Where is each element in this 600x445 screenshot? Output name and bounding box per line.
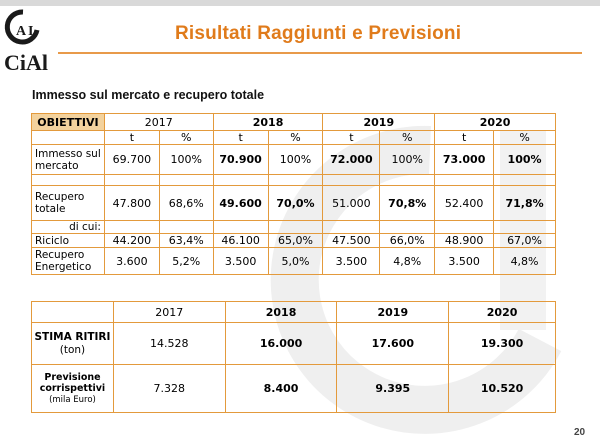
unit-t: t xyxy=(435,131,494,145)
row-label: di cui: xyxy=(32,221,105,234)
empty-cell xyxy=(32,302,114,323)
row-label: Recupero Energetico xyxy=(32,248,105,275)
value-cell: 3.500 xyxy=(213,248,268,275)
spacer-row xyxy=(32,175,556,186)
value-cell: 5,2% xyxy=(159,248,213,275)
value-cell: 65,0% xyxy=(268,234,323,248)
value-cell: 100% xyxy=(268,145,323,175)
value-cell: 49.600 xyxy=(213,186,268,221)
svg-text:CiAl: CiAl xyxy=(4,50,48,75)
table-row xyxy=(32,323,556,365)
section-subtitle: Immesso sul mercato e recupero totale xyxy=(32,88,265,102)
value-cell: 10.520 xyxy=(449,365,556,413)
unit-pct: % xyxy=(380,131,435,145)
value-cell: 46.100 xyxy=(213,234,268,248)
table-row xyxy=(32,248,556,275)
unit-pct: % xyxy=(159,131,213,145)
value-cell: 70,8% xyxy=(380,186,435,221)
value-cell: 3.500 xyxy=(323,248,380,275)
value-cell: 4,8% xyxy=(380,248,435,275)
page-number: 20 xyxy=(574,427,586,438)
header-year: 2020 xyxy=(449,302,556,323)
value-cell: 71,8% xyxy=(494,186,556,221)
stima-unit: (ton) xyxy=(59,343,86,356)
stima-label: STIMA RITIRI xyxy=(34,330,111,343)
header-objectives: OBIETTIVI xyxy=(32,114,105,131)
value-cell: 100% xyxy=(494,145,556,175)
unit-t: t xyxy=(213,131,268,145)
table-row xyxy=(32,145,556,175)
cial-logo-icon xyxy=(3,8,48,75)
unit-t: t xyxy=(323,131,380,145)
header-year: 2019 xyxy=(337,302,449,323)
value-cell: 70,0% xyxy=(268,186,323,221)
header-year: 2020 xyxy=(435,114,556,131)
header-year: 2017 xyxy=(104,114,213,131)
row-label: Recupero totale xyxy=(32,186,105,221)
page-title: Risultati Raggiunti e Previsioni xyxy=(175,23,462,44)
title-divider xyxy=(58,52,582,54)
value-cell: 8.400 xyxy=(225,365,337,413)
row-label xyxy=(32,323,114,365)
unit-t: t xyxy=(104,131,159,145)
header-year: 2017 xyxy=(113,302,225,323)
value-cell: 66,0% xyxy=(380,234,435,248)
row-label: Immesso sul mercato xyxy=(32,145,105,175)
table-row xyxy=(32,221,556,234)
forecast-table xyxy=(31,301,556,413)
header-year: 2018 xyxy=(225,302,337,323)
value-cell: 100% xyxy=(159,145,213,175)
value-cell: 73.000 xyxy=(435,145,494,175)
value-cell: 68,6% xyxy=(159,186,213,221)
top-bar xyxy=(0,0,600,6)
value-cell: 3.600 xyxy=(104,248,159,275)
table-row xyxy=(32,365,556,413)
value-cell: 69.700 xyxy=(104,145,159,175)
unit-pct: % xyxy=(494,131,556,145)
value-cell: 63,4% xyxy=(159,234,213,248)
value-cell: 100% xyxy=(380,145,435,175)
svg-text:I: I xyxy=(28,24,34,39)
value-cell: 47.800 xyxy=(104,186,159,221)
value-cell: 4,8% xyxy=(494,248,556,275)
value-cell: 67,0% xyxy=(494,234,556,248)
value-cell: 9.395 xyxy=(337,365,449,413)
value-cell: 17.600 xyxy=(337,323,449,365)
table-row xyxy=(32,186,556,221)
value-cell: 44.200 xyxy=(104,234,159,248)
value-cell: 70.900 xyxy=(213,145,268,175)
value-cell: 14.528 xyxy=(113,323,225,365)
value-cell: 48.900 xyxy=(435,234,494,248)
value-cell: 19.300 xyxy=(449,323,556,365)
empty-cell xyxy=(32,131,105,145)
header-year: 2019 xyxy=(323,114,435,131)
previsione-label: Previsione corrispettivi xyxy=(39,371,106,394)
value-cell: 72.000 xyxy=(323,145,380,175)
value-cell: 7.328 xyxy=(113,365,225,413)
unit-pct: % xyxy=(268,131,323,145)
row-label xyxy=(32,365,114,413)
value-cell: 3.500 xyxy=(435,248,494,275)
svg-text:A: A xyxy=(16,24,27,39)
value-cell: 16.000 xyxy=(225,323,337,365)
value-cell: 52.400 xyxy=(435,186,494,221)
table-row xyxy=(32,234,556,248)
header-year: 2018 xyxy=(213,114,323,131)
value-cell: 47.500 xyxy=(323,234,380,248)
value-cell: 5,0% xyxy=(268,248,323,275)
value-cell: 51.000 xyxy=(323,186,380,221)
objectives-table xyxy=(31,113,556,275)
previsione-unit: (mila Euro) xyxy=(49,394,96,405)
row-label: Riciclo xyxy=(32,234,105,248)
